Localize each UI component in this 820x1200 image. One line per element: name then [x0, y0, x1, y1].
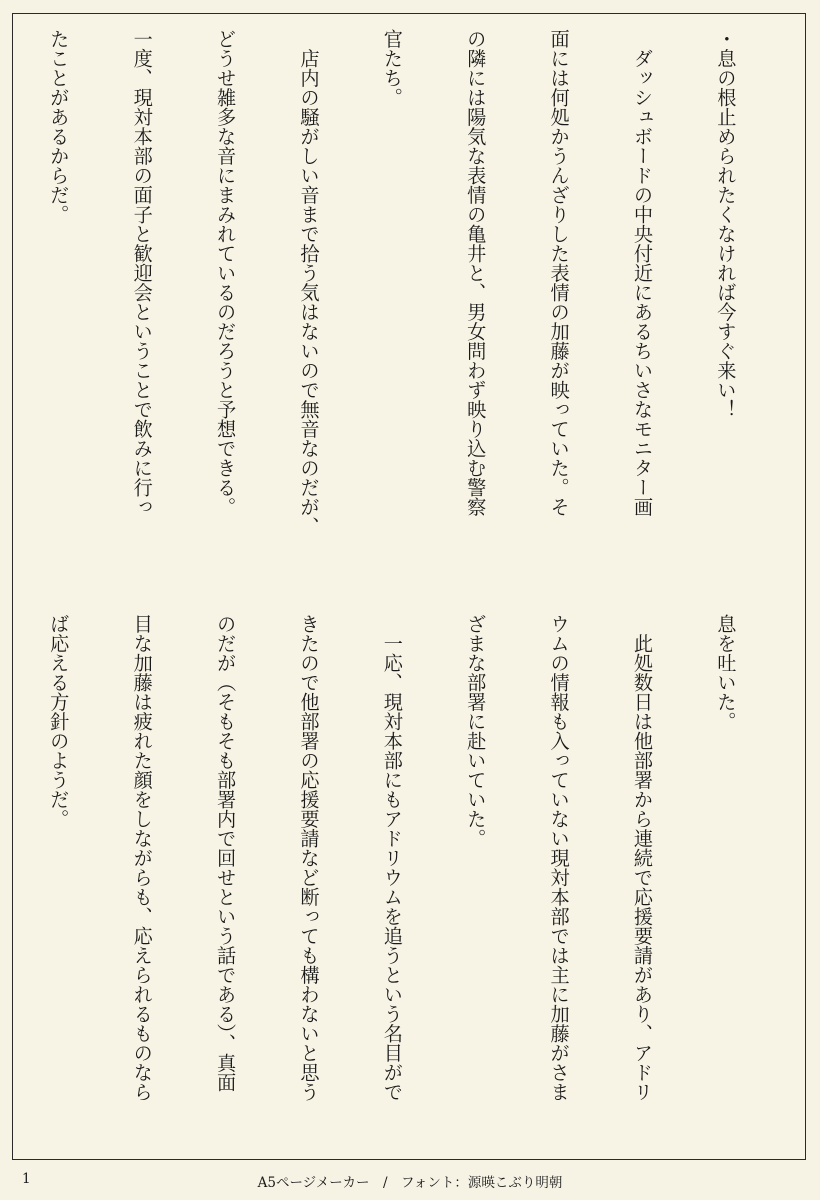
text-line: 店内の騒がしい音まで拾う気はないので無音なのだが、	[297, 29, 321, 536]
text-line: どうせ雑多な音にまみれているのだろうと予想できる。	[214, 29, 238, 517]
text-line: 此処数日は他部署から連続で応援要請があり、アドリ	[631, 614, 655, 1102]
text-line: ざまな部署に赴いていた。	[464, 614, 488, 848]
text-line: きたので他部署の応援要請など断っても構わないと思う	[297, 614, 321, 1102]
page-frame	[12, 13, 806, 1160]
text-line: のだが（そもそも部署内で回せという話である）、真面	[214, 614, 238, 1092]
text-line: ウムの情報も入っていない現対本部では主に加藤がさま	[547, 614, 571, 1102]
page-footer	[0, 1164, 820, 1194]
text-line: 一応、現対本部にもアドリウムを追うという名目がで	[380, 614, 404, 1102]
text-line: ダッシュボードの中央付近にあるちいさなモニター画	[631, 29, 655, 517]
text-line: 面には何処かうんざりした表情の加藤が映っていた。そ	[547, 29, 571, 517]
text-line: ば応える方針のようだ。	[47, 614, 71, 829]
text-block-top	[17, 29, 795, 570]
text-line: 息を吐いた。	[714, 614, 738, 731]
text-line: 一度、現対本部の面子と歓迎会ということで飲みに行っ	[130, 29, 154, 517]
page-number: 1	[22, 1171, 31, 1187]
text-line: ・息の根止められたくなければ今すぐ来い！	[714, 29, 738, 419]
text-line: たことがあるからだ。	[47, 29, 71, 224]
text-line: の隣には陽気な表情の亀井と、男女問わず映り込む警察	[464, 29, 488, 517]
text-block-bottom	[17, 614, 795, 1155]
footer-credit: A5ページメーカー / フォント：源暎こぶり明朝	[257, 1175, 563, 1191]
text-line: 官たち。	[380, 29, 404, 107]
text-line: 目な加藤は疲れた顔をしながらも、応えられるものなら	[130, 614, 154, 1102]
